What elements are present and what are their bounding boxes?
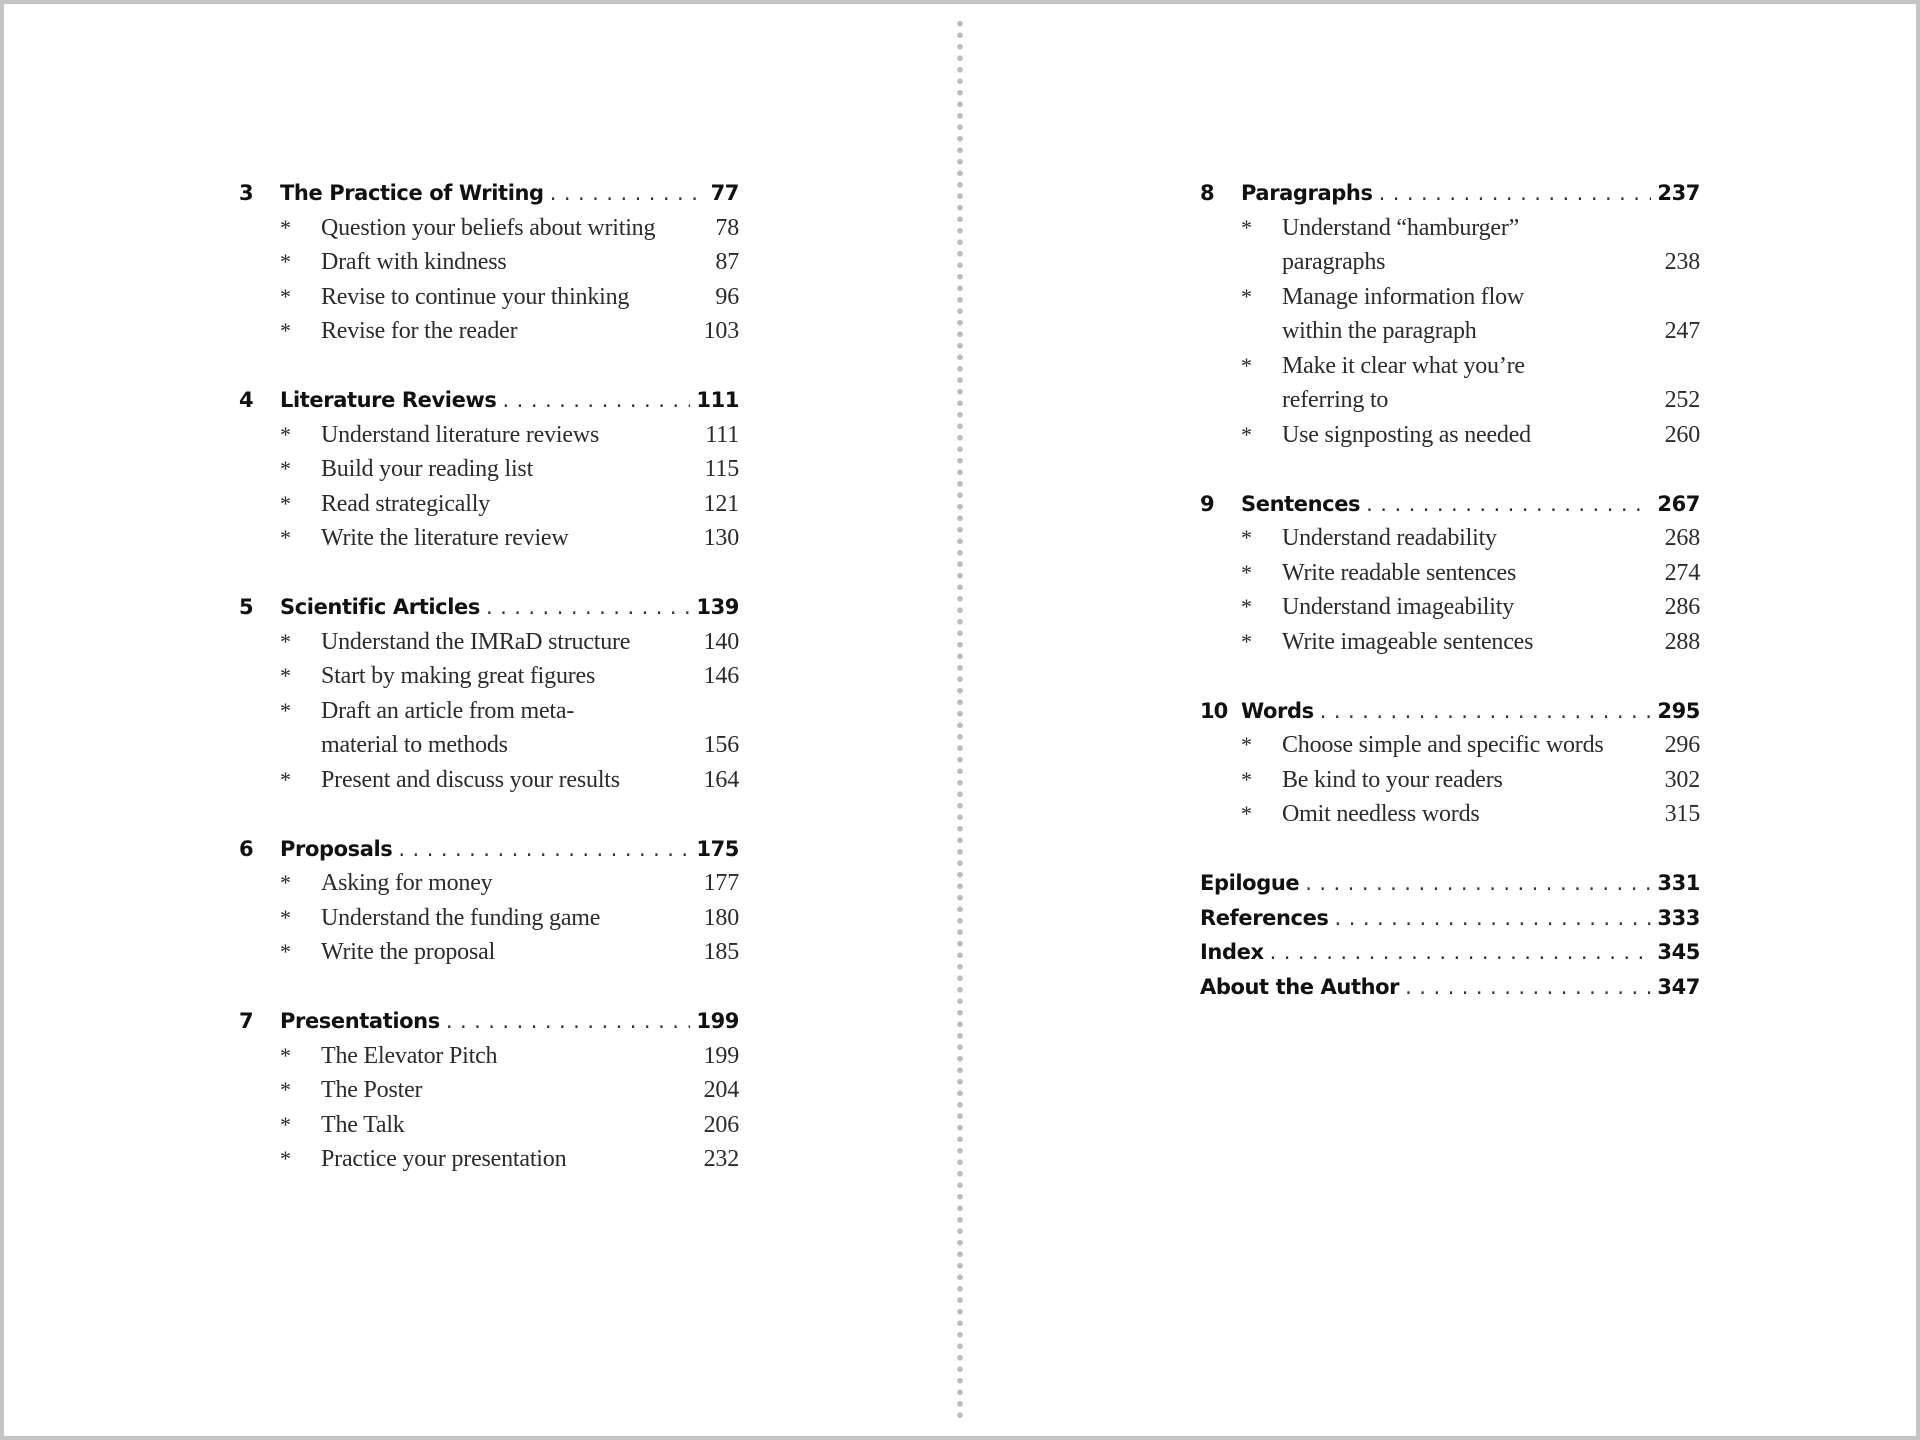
back-matter-page-number: 345 bbox=[1657, 940, 1700, 964]
section-page-number: 140 bbox=[703, 628, 739, 655]
section-title: Understand the IMRaD structure bbox=[321, 628, 631, 655]
back-matter-page-number: 333 bbox=[1657, 905, 1700, 930]
chapter-number: 9 bbox=[1200, 491, 1215, 516]
section-title: material to methods bbox=[321, 732, 508, 758]
section-title: Practice your presentation bbox=[321, 1146, 567, 1172]
chapter-title: Paragraphs bbox=[1241, 181, 1373, 205]
section-title: The Poster bbox=[321, 1077, 423, 1103]
bullet-asterisk: * bbox=[280, 283, 291, 309]
chapter-number: 4 bbox=[239, 388, 254, 412]
chapter-heading[interactable] bbox=[239, 383, 739, 418]
section-title: within the paragraph bbox=[1282, 318, 1477, 344]
back-matter-page-number: 331 bbox=[1657, 871, 1700, 895]
section-title: The Elevator Pitch bbox=[321, 1042, 498, 1069]
section-entry[interactable] bbox=[239, 659, 739, 694]
section-title: Understand readability bbox=[1282, 525, 1497, 551]
toc-right-page bbox=[1200, 176, 1700, 1004]
section-title: Write the proposal bbox=[321, 939, 496, 965]
bullet-asterisk: * bbox=[280, 525, 291, 550]
section-entry[interactable] bbox=[1200, 590, 1700, 625]
bullet-asterisk: * bbox=[1241, 594, 1252, 619]
bullet-asterisk: * bbox=[1241, 283, 1252, 309]
back-matter-title: Index bbox=[1200, 940, 1264, 964]
section-entry[interactable] bbox=[239, 694, 739, 729]
bullet-asterisk: * bbox=[280, 663, 291, 688]
chapter-heading[interactable] bbox=[239, 590, 739, 625]
back-matter-title: References bbox=[1200, 905, 1329, 930]
chapter-number: 7 bbox=[239, 1009, 254, 1033]
toc-chapter bbox=[239, 176, 739, 349]
chapter-number: 6 bbox=[239, 836, 254, 861]
section-title: The Talk bbox=[321, 1111, 405, 1138]
section-page-number: 146 bbox=[703, 663, 739, 689]
toc-chapter bbox=[239, 1004, 739, 1177]
bullet-asterisk: * bbox=[280, 628, 291, 654]
dot-leader bbox=[1405, 970, 1651, 1005]
bullet-asterisk: * bbox=[1241, 628, 1252, 654]
dot-leader bbox=[398, 832, 690, 867]
bullet-asterisk: * bbox=[1241, 766, 1252, 792]
bullet-asterisk: * bbox=[1241, 559, 1252, 585]
section-page-number: 199 bbox=[703, 1042, 739, 1069]
chapter-page-number: 77 bbox=[710, 181, 739, 205]
section-page-number: 268 bbox=[1664, 525, 1700, 551]
section-entry[interactable] bbox=[239, 1108, 739, 1143]
bullet-asterisk: * bbox=[280, 1077, 291, 1102]
section-page-number: 286 bbox=[1664, 594, 1700, 620]
bullet-asterisk: * bbox=[280, 421, 291, 447]
back-matter-title: Epilogue bbox=[1200, 871, 1300, 895]
back-matter-entry[interactable] bbox=[1200, 970, 1700, 1005]
section-page-number: 260 bbox=[1664, 421, 1700, 448]
section-entry[interactable] bbox=[239, 935, 739, 970]
section-page-number: 180 bbox=[703, 904, 739, 931]
section-title: Question your beliefs about writing bbox=[321, 214, 656, 241]
section-page-number: 204 bbox=[703, 1077, 739, 1103]
section-entry[interactable] bbox=[1200, 521, 1700, 556]
dot-leader bbox=[1366, 487, 1651, 522]
chapter-number: 3 bbox=[239, 181, 254, 205]
bullet-asterisk: * bbox=[280, 766, 291, 792]
chapter-title: Sentences bbox=[1241, 491, 1361, 516]
section-title: Start by making great figures bbox=[321, 663, 596, 689]
section-title: Asking for money bbox=[321, 870, 493, 896]
dot-leader bbox=[1335, 901, 1652, 936]
section-title: paragraphs bbox=[1282, 249, 1386, 275]
bullet-asterisk: * bbox=[280, 870, 291, 895]
toc-chapter bbox=[239, 590, 739, 797]
section-entry[interactable] bbox=[239, 245, 739, 280]
back-matter-entry[interactable] bbox=[1200, 866, 1700, 901]
section-title: Write the literature review bbox=[321, 525, 569, 551]
section-entry[interactable] bbox=[1200, 728, 1700, 763]
section-page-number: 96 bbox=[715, 283, 739, 310]
section-title: Understand literature reviews bbox=[321, 421, 600, 448]
section-entry-continued[interactable] bbox=[1200, 383, 1700, 418]
section-entry[interactable] bbox=[1200, 349, 1700, 384]
section-title: Write readable sentences bbox=[1282, 559, 1517, 586]
toc-chapter bbox=[239, 832, 739, 970]
section-page-number: 121 bbox=[703, 490, 739, 517]
section-entry[interactable] bbox=[1200, 625, 1700, 660]
chapter-heading[interactable] bbox=[1200, 487, 1700, 522]
dot-leader bbox=[1320, 694, 1652, 729]
section-title: Understand the funding game bbox=[321, 904, 601, 931]
toc-left-page bbox=[239, 176, 739, 1211]
chapter-heading[interactable] bbox=[239, 1004, 739, 1039]
toc-chapter bbox=[1200, 487, 1700, 660]
chapter-page-number: 175 bbox=[696, 836, 739, 861]
section-title: Revise for the reader bbox=[321, 318, 518, 344]
chapter-page-number: 295 bbox=[1657, 698, 1700, 723]
bullet-asterisk: * bbox=[280, 1111, 291, 1137]
section-entry[interactable] bbox=[239, 763, 739, 798]
section-title: Omit needless words bbox=[1282, 801, 1480, 827]
section-page-number: 130 bbox=[703, 525, 739, 551]
section-page-number: 156 bbox=[703, 732, 739, 758]
section-page-number: 115 bbox=[704, 456, 739, 482]
section-entry[interactable] bbox=[239, 1039, 739, 1074]
chapter-heading[interactable] bbox=[1200, 694, 1700, 729]
section-page-number: 238 bbox=[1664, 249, 1700, 275]
section-entry[interactable] bbox=[239, 211, 739, 246]
back-matter-list bbox=[1200, 866, 1700, 1004]
section-title: Choose simple and specific words bbox=[1282, 732, 1604, 758]
section-entry[interactable] bbox=[239, 521, 739, 556]
back-matter-page-number: 347 bbox=[1657, 974, 1700, 999]
bullet-asterisk: * bbox=[1241, 352, 1252, 378]
chapter-heading[interactable] bbox=[1200, 176, 1700, 211]
chapter-title: Words bbox=[1241, 698, 1314, 723]
section-entry[interactable] bbox=[1200, 556, 1700, 591]
bullet-asterisk: * bbox=[1241, 801, 1252, 826]
bullet-asterisk: * bbox=[1241, 214, 1252, 240]
chapter-page-number: 199 bbox=[696, 1009, 739, 1033]
section-page-number: 87 bbox=[715, 249, 739, 275]
bullet-asterisk: * bbox=[280, 249, 291, 274]
section-title: Draft an article from meta- bbox=[321, 697, 575, 724]
section-title: Draft with kindness bbox=[321, 249, 507, 275]
dot-leader bbox=[1379, 176, 1652, 211]
section-entry[interactable] bbox=[1200, 280, 1700, 315]
bullet-asterisk: * bbox=[1241, 525, 1252, 550]
section-title: Revise to continue your thinking bbox=[321, 283, 630, 310]
section-entry-continued[interactable] bbox=[1200, 245, 1700, 280]
bullet-asterisk: * bbox=[280, 490, 291, 516]
section-title: Present and discuss your results bbox=[321, 766, 620, 793]
bullet-asterisk: * bbox=[280, 318, 291, 343]
section-entry[interactable] bbox=[1200, 211, 1700, 246]
chapter-title: Literature Reviews bbox=[280, 388, 497, 412]
section-title: Use signposting as needed bbox=[1282, 421, 1531, 448]
section-page-number: 103 bbox=[703, 318, 739, 344]
section-page-number: 232 bbox=[703, 1146, 739, 1172]
section-page-number: 302 bbox=[1664, 766, 1700, 793]
section-title: referring to bbox=[1282, 387, 1389, 413]
back-matter-entry[interactable] bbox=[1200, 935, 1700, 970]
section-entry[interactable] bbox=[239, 487, 739, 522]
section-title: Understand “hamburger” bbox=[1282, 214, 1520, 241]
section-entry[interactable] bbox=[239, 901, 739, 936]
section-title: Write imageable sentences bbox=[1282, 628, 1534, 655]
dot-leader bbox=[446, 1004, 691, 1039]
bullet-asterisk: * bbox=[280, 1146, 291, 1171]
section-page-number: 274 bbox=[1664, 559, 1700, 586]
section-title: Understand imageability bbox=[1282, 594, 1515, 620]
dot-leader bbox=[1270, 935, 1652, 970]
toc-chapter bbox=[1200, 694, 1700, 832]
dot-leader bbox=[550, 176, 705, 211]
section-page-number: 177 bbox=[703, 870, 739, 896]
section-entry[interactable] bbox=[239, 1073, 739, 1108]
chapter-title: Scientific Articles bbox=[280, 595, 480, 619]
dot-leader bbox=[503, 383, 691, 418]
section-entry-continued[interactable] bbox=[1200, 314, 1700, 349]
section-entry[interactable] bbox=[1200, 797, 1700, 832]
chapter-page-number: 111 bbox=[696, 388, 739, 412]
section-title: Make it clear what you’re bbox=[1282, 352, 1525, 379]
back-matter-entry[interactable] bbox=[1200, 901, 1700, 936]
section-page-number: 185 bbox=[703, 939, 739, 965]
section-page-number: 206 bbox=[703, 1111, 739, 1138]
bullet-asterisk: * bbox=[280, 697, 291, 723]
dot-leader bbox=[1305, 866, 1651, 901]
section-entry[interactable] bbox=[239, 1142, 739, 1177]
section-entry[interactable] bbox=[239, 866, 739, 901]
chapter-title: Presentations bbox=[280, 1009, 440, 1033]
section-page-number: 247 bbox=[1664, 318, 1700, 344]
section-page-number: 111 bbox=[705, 421, 739, 448]
section-entry[interactable] bbox=[239, 280, 739, 315]
toc-chapter bbox=[239, 383, 739, 556]
bullet-asterisk: * bbox=[280, 1042, 291, 1068]
bullet-asterisk: * bbox=[280, 939, 291, 964]
dot-leader bbox=[486, 590, 690, 625]
section-page-number: 78 bbox=[715, 214, 739, 241]
bullet-asterisk: * bbox=[1241, 421, 1252, 447]
chapter-title: Proposals bbox=[280, 836, 393, 861]
chapter-number: 8 bbox=[1200, 181, 1215, 205]
section-entry[interactable] bbox=[1200, 763, 1700, 798]
chapter-title: The Practice of Writing bbox=[280, 181, 544, 205]
bullet-asterisk: * bbox=[1241, 732, 1252, 757]
back-matter-title: About the Author bbox=[1200, 974, 1400, 999]
section-title: Build your reading list bbox=[321, 456, 534, 482]
chapter-page-number: 237 bbox=[1657, 181, 1700, 205]
chapter-heading[interactable] bbox=[239, 832, 739, 867]
bullet-asterisk: * bbox=[280, 214, 291, 240]
chapter-page-number: 267 bbox=[1657, 491, 1700, 516]
section-page-number: 296 bbox=[1664, 732, 1700, 758]
section-entry[interactable] bbox=[239, 314, 739, 349]
section-entry-continued[interactable] bbox=[239, 728, 739, 763]
section-entry[interactable] bbox=[239, 418, 739, 453]
bullet-asterisk: * bbox=[280, 904, 291, 930]
toc-chapter bbox=[1200, 176, 1700, 452]
chapter-page-number: 139 bbox=[696, 595, 739, 619]
chapter-heading[interactable] bbox=[239, 176, 739, 211]
section-page-number: 252 bbox=[1664, 387, 1700, 413]
chapter-number: 10 bbox=[1200, 698, 1228, 723]
section-title: Manage information flow bbox=[1282, 283, 1524, 310]
section-entry[interactable] bbox=[1200, 418, 1700, 453]
section-page-number: 288 bbox=[1664, 628, 1700, 655]
section-title: Be kind to your readers bbox=[1282, 766, 1503, 793]
section-title: Read strategically bbox=[321, 490, 490, 517]
section-page-number: 164 bbox=[703, 766, 739, 793]
page-gutter-divider bbox=[957, 18, 963, 1424]
section-entry[interactable] bbox=[239, 452, 739, 487]
section-entry[interactable] bbox=[239, 625, 739, 660]
section-page-number: 315 bbox=[1664, 801, 1700, 827]
chapter-number: 5 bbox=[239, 595, 254, 619]
bullet-asterisk: * bbox=[280, 456, 291, 481]
